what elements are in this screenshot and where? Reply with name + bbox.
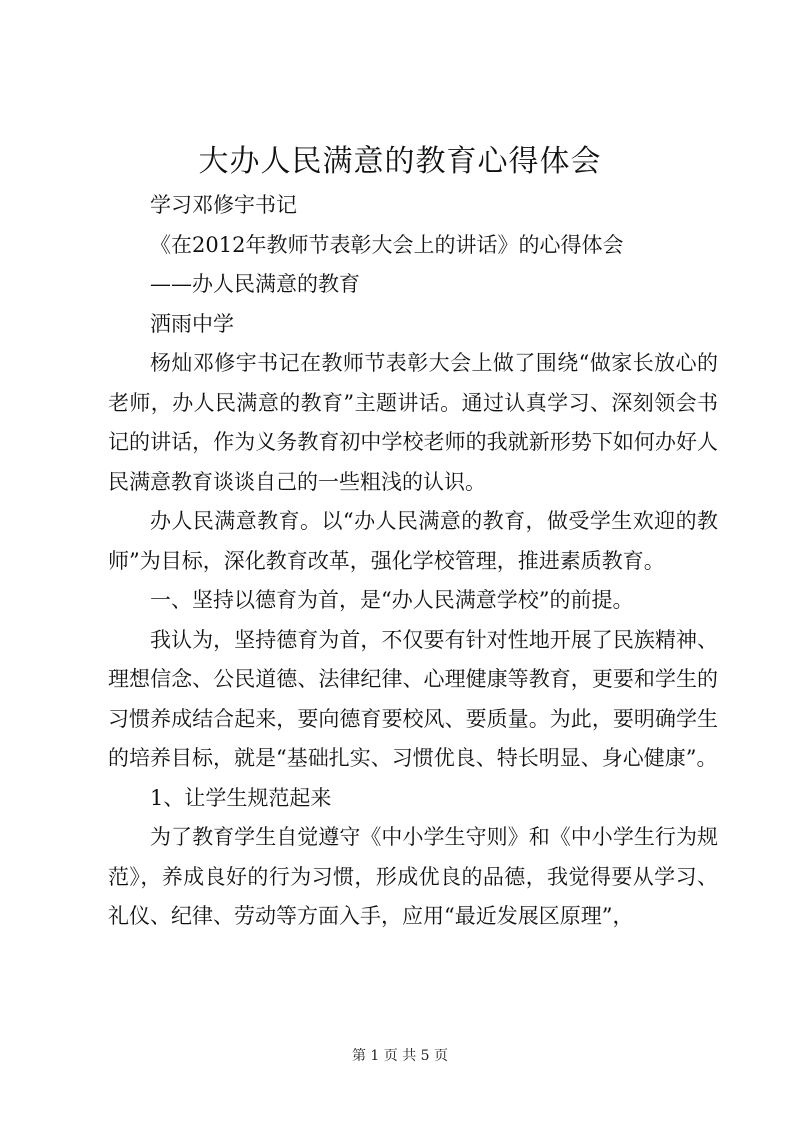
page-footer: 第 1 页 共 5 页 bbox=[351, 1048, 449, 1064]
paragraph-section-heading-1: 一、坚持以德育为首，是“办人民满意学校”的前提。 bbox=[150, 588, 634, 612]
document-body bbox=[108, 186, 718, 937]
document-title: 大办人民满意的教育心得体会 bbox=[198, 144, 602, 179]
paragraph-school-name: 洒雨中学 bbox=[150, 311, 234, 336]
paragraph-norms: 为了教育学生自觉遵守《中小学生守则》和《中小学生行为规范》，养成良好的行为习惯，形成优良的品德，我觉得要从学习、礼仪、纪律、劳动等方面入手，应用“最近发展区原理”， bbox=[108, 825, 718, 928]
paragraph-goal: 办人民满意教育。以“办人民满意的教育，做受学生欢迎的教师”为目标，深化教育改革，强化学校管理，推进素质教育。 bbox=[108, 509, 718, 573]
paragraph-subtitle-line2: 《在2012年教师节表彰大会上的讲话》的心得体会 bbox=[150, 232, 624, 257]
paragraph-subtitle-line3: ——办人民满意的教育 bbox=[150, 272, 360, 296]
paragraph-subtitle-line1: 学习邓修宇书记 bbox=[150, 193, 297, 217]
paragraph-moral-education: 我认为，坚持德育为首，不仅要有针对性地开展了民族精神、理想信念、公民道德、法律纪律、心理健康等教育，更要和学生的习惯养成结合起来，要向德育要校风、要质量。为此，要明确学生的培养目标，就是“基础扎实、习惯优良、特长明显、身心健康”。 bbox=[108, 627, 718, 770]
paragraph-subheading-1: 1、让学生规范起来 bbox=[150, 785, 332, 810]
paragraph-intro: 杨灿邓修宇书记在教师节表彰大会上做了围绕“做家长放心的老师，办人民满意的教育”主题讲话。通过认真学习、深刻领会书记的讲话，作为义务教育初中学校老师的我就新形势下如何办好人民满意教育谈谈自己的一些粗浅的认识。 bbox=[108, 351, 718, 494]
